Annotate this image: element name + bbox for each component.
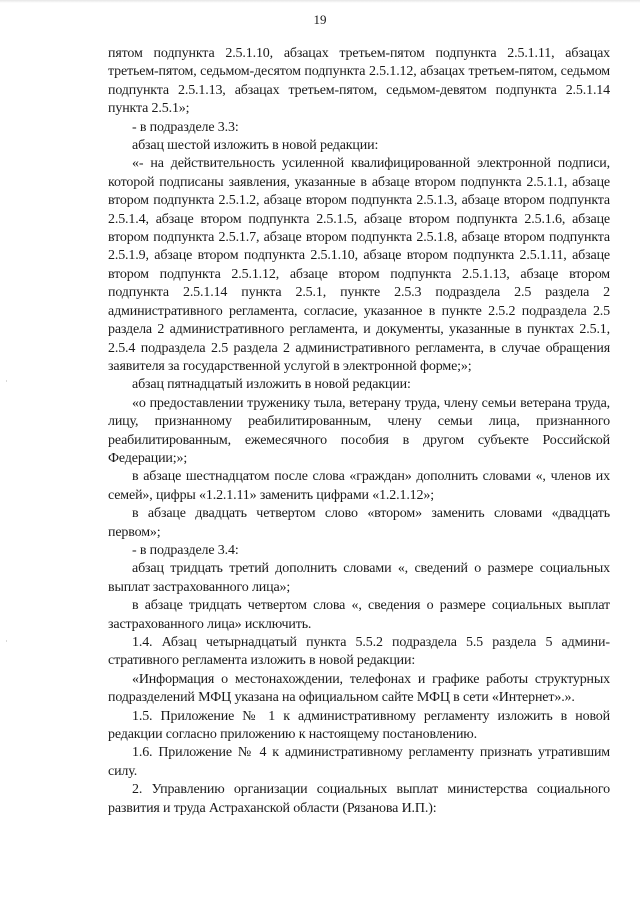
paragraph-subsection-3-3: - в подразделе 3.3: [132,119,239,135]
paragraph-item-1-4: 1.4. Абзац четырнадцатый пункта 5.5.2 подраздела 5.5 раздела 5 административного регламента изложить в новой редакции: [108,635,610,669]
document-body [108,45,610,818]
scan-top-edge [0,0,640,3]
paragraph-instruction: в абзаце двадцать четвертом слово «втором» заменить словами «двадцать первом»; [108,506,610,540]
paragraph-item-1-5: 1.5. Приложение № 1 к административному регламенту изложить в новой редакции согласно приложению к настоящему постановлению. [108,708,610,743]
paragraph-item-1-6: 1.6. Приложение № 4 к административному регламенту признать утратившим силу. [108,745,610,779]
paragraph-instruction: абзац пятнадцатый изложить в новой редакции: [132,377,411,393]
paragraph-instruction: в абзаце шестнадцатом после слова «граждан» дополнить словами «, членов их семей», цифры «1.2.1.11» заменить цифрами «1.2.1.12»; [108,469,610,503]
paragraph-instruction: абзац шестой изложить в новой редакции: [132,138,379,154]
paragraph-continuation: пятом подпункта 2.5.1.10, абзацах третьем-пятом подпункта 2.5.1.11, абзацах третьем-пятом, седьмом-десятом подпункта 2.5.1.12, абзацах третьем-пятом, седьмом подпункта 2.5.1.13, абзацах третьем-пятом, седьмом-девятом подпункта 2.5.1.14 пункта 2.5.1»; [108,46,610,117]
paragraph-quoted-text: «Информация о местонахождении, телефонах и графике работы структурных подразделений МФЦ указана на официальном сайте МФЦ в сети «Интернет».». [108,671,610,706]
scan-margin-mark [6,640,7,642]
paragraph-instruction: в абзаце тридцать четвертом слова «, сведения о размере социальных выплат застрахованного лица» исключить. [108,598,610,632]
page-number: 19 [313,12,327,27]
paragraph-subsection-3-4: - в подразделе 3.4: [132,542,239,558]
paragraph-quoted-text: «о предоставлении труженику тыла, ветерану труда, члену семьи ветерана труда, лицу, признанному реабилитированным, члену семьи лица, признанного реабилитированным, ежемесячного пособия в другом субъекте Российской Федерации;»; [108,395,610,466]
scan-margin-mark [6,380,7,382]
paragraph-quoted-text: «- на действительность усиленной квалифицированной электронной подписи, которой подписаны заявления, указанные в абзаце втором подпункта 2.5.1.1, абзаце втором подпункта 2.5.1.2, абзаце втором подпункта 2.5.1.3, абзаце втором подпункта 2.5.1.4, абзаце втором подпункта 2.5.1.5, абзаце втором подпункта 2.5.1.6, абзаце втором подпункта 2.5.1.7, абзаце втором подпункта 2.5.1.8, абзаце втором подпункта 2.5.1.9, абзаце втором подпункта 2.5.1.10, абзаце втором подпункта 2.5.1.11, абзаце втором подпункта 2.5.1.12, абзаце втором подпункта 2.5.1.13, абзаце втором подпункта 2.5.1.14 пункта 2.5.1, пункте 2.5.3 подраздела 2.5 раздела 2 административного регламента, согласие, указанное в пункте 2.5.2 подраздела 2.5 раздела 2 административного регламента, и документы, указанные в пунктах 2.5.1, 2.5.4 подраздела 2.5 раздела 2 административного регламента, в случае обращения заявителя за государственной услугой в электронной форме;»; [108,156,610,374]
paragraph-instruction: абзац тридцать третий дополнить словами «, сведений о размере социальных выплат застрахованного лица»; [108,561,610,595]
paragraph-item-2: 2. Управлению организации социальных выплат министерства социального развития и труда Астраханской области (Рязанова И.П.): [108,782,610,816]
